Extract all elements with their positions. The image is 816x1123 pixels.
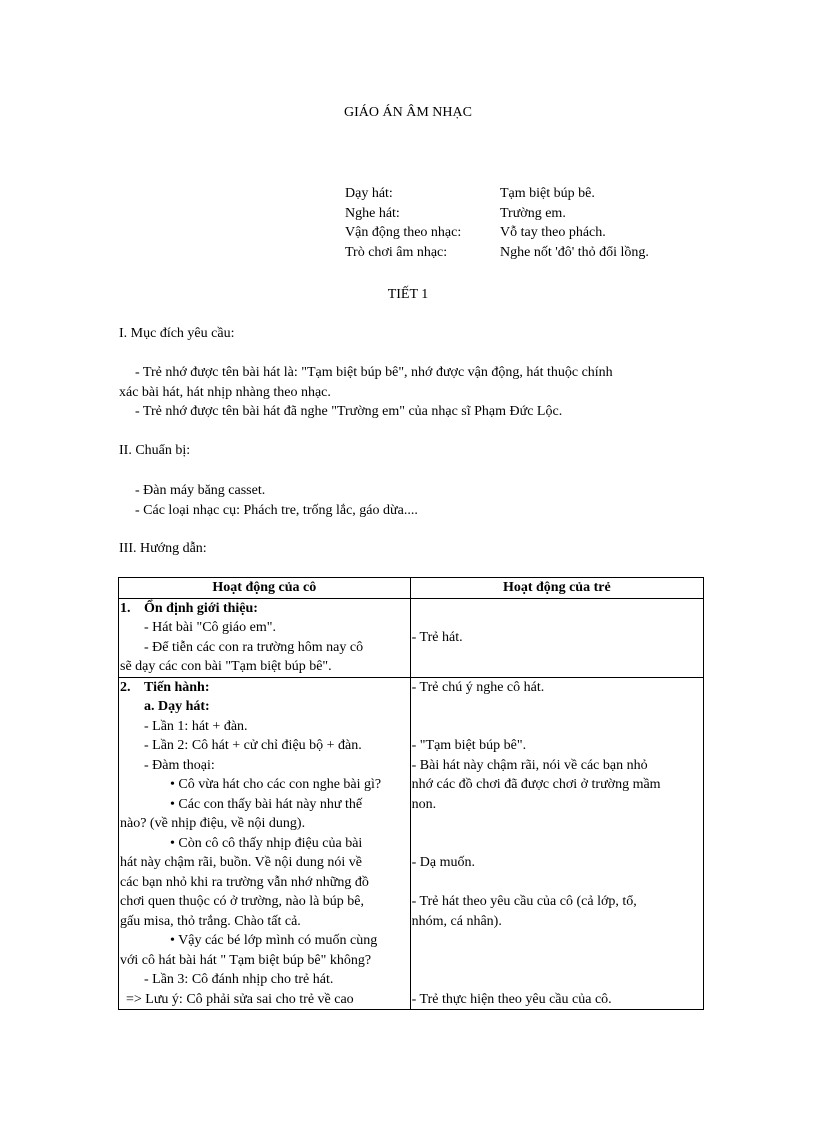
child-cell bbox=[410, 677, 703, 1010]
child-line: - Bài hát này chậm rãi, nói về các bạn nhỏ bbox=[411, 757, 648, 773]
teacher-line: • Các con thấy bài hát này như thế bbox=[170, 796, 363, 812]
teacher-line: các bạn nhỏ khi ra trường vẫn nhớ những đồ bbox=[120, 874, 369, 890]
child-line: - Trẻ hát theo yêu cầu của cô (cả lớp, tổ, bbox=[411, 894, 637, 909]
step-title: 2. Tiến hành: bbox=[120, 679, 210, 695]
child-line: - Trẻ hát. bbox=[411, 629, 463, 645]
table-row bbox=[119, 677, 704, 1010]
program-label: Dạy hát: bbox=[345, 186, 393, 201]
program-item bbox=[345, 184, 649, 204]
table-row bbox=[119, 598, 704, 677]
teacher-line: - Lần 3: Cô đánh nhịp cho trẻ hát. bbox=[144, 972, 334, 987]
teacher-line: - Hát bài "Cô giáo em". bbox=[144, 620, 276, 635]
objectives-line: xác bài hát, hát nhịp nhàng theo nhạc. bbox=[119, 384, 331, 400]
section-heading-guide: III. Hướng dẫn: bbox=[119, 541, 207, 556]
teacher-line: • Cô vừa hát cho các con nghe bài gì? bbox=[170, 777, 382, 792]
page-title: GIÁO ÁN ÂM NHẠC bbox=[344, 105, 472, 120]
child-cell bbox=[410, 598, 703, 677]
child-line: nhớ các đồ chơi đã được chơi ở trường mầm bbox=[411, 777, 661, 792]
step-title: 1. Ổn định giới thiệu: bbox=[120, 600, 258, 616]
program-item bbox=[345, 204, 649, 224]
table-header-row bbox=[119, 578, 704, 599]
section-heading-preparation: II. Chuẩn bị: bbox=[119, 443, 191, 458]
program-label: Nghe hát: bbox=[345, 205, 400, 221]
child-line: - Trẻ thực hiện theo yêu cầu của cô. bbox=[411, 991, 612, 1007]
teacher-column-header: Hoạt động của cô bbox=[119, 578, 411, 599]
teacher-cell bbox=[119, 598, 411, 677]
program-value: Nghe nốt 'đô' thỏ đổi lồng. bbox=[500, 244, 649, 260]
preparation-item: - Đàn máy băng casset. bbox=[135, 483, 266, 498]
program-value: Vỗ tay theo phách. bbox=[500, 225, 606, 240]
child-line: non. bbox=[411, 796, 437, 812]
teacher-cell bbox=[119, 677, 411, 1010]
child-column-header: Hoạt động của trẻ bbox=[410, 578, 703, 599]
child-line: nhóm, cá nhân). bbox=[411, 913, 502, 929]
preparation-list bbox=[119, 481, 689, 520]
program-item bbox=[345, 223, 649, 243]
teacher-line: gấu misa, thỏ trắng. Chào tất cả. bbox=[120, 913, 301, 929]
teacher-line: - Đàm thoại: bbox=[144, 757, 215, 773]
child-line: - Dạ muốn. bbox=[411, 855, 476, 870]
activity-table bbox=[118, 577, 704, 1010]
program-label: Vận động theo nhạc: bbox=[345, 225, 462, 240]
child-line: - Trẻ chú ý nghe cô hát. bbox=[411, 679, 545, 695]
objectives-paragraph bbox=[119, 363, 689, 422]
teacher-line: sẽ dạy các con bài "Tạm biệt búp bê". bbox=[120, 659, 332, 674]
objectives-line: - Trẻ nhớ được tên bài hát đã nghe "Trường em" của nhạc sĩ Phạm Đức Lộc. bbox=[135, 404, 563, 419]
child-line: - "Tạm biệt búp bê". bbox=[411, 738, 527, 753]
teacher-line: - Để tiễn các con ra trường hôm nay cô bbox=[144, 639, 364, 655]
preparation-item: - Các loại nhạc cụ: Phách tre, trống lắc, gáo dừa.... bbox=[135, 502, 418, 518]
program-value: Tạm biệt búp bê. bbox=[500, 186, 595, 201]
section-heading-objectives: I. Mục đích yêu cầu: bbox=[119, 326, 235, 341]
teacher-line: - Lần 1: hát + đàn. bbox=[144, 718, 248, 734]
program-item bbox=[345, 243, 649, 263]
teacher-line: • Còn cô cô thấy nhịp điệu của bài bbox=[170, 835, 363, 851]
lesson-label: TIẾT 1 bbox=[387, 287, 429, 302]
teacher-line: nào? (về nhịp điệu, về nội dung). bbox=[120, 816, 306, 831]
teacher-line: với cô hát bài hát " Tạm biệt búp bê" không? bbox=[120, 952, 372, 968]
step-subtitle: a. Dạy hát: bbox=[144, 699, 210, 714]
program-label: Trò chơi âm nhạc: bbox=[345, 244, 448, 260]
teacher-line: => Lưu ý: Cô phải sửa sai cho trẻ về cao bbox=[126, 991, 354, 1007]
teacher-line: • Vậy các bé lớp mình có muốn cùng bbox=[170, 933, 378, 948]
teacher-line: - Lần 2: Cô hát + cử chỉ điệu bộ + đàn. bbox=[144, 738, 362, 753]
program-value: Trường em. bbox=[500, 205, 566, 221]
teacher-line: hát này chậm rãi, buồn. Về nội dung nói về bbox=[120, 855, 362, 870]
program-list bbox=[345, 184, 649, 262]
teacher-line: chơi quen thuộc có ở trường, nào là búp bê, bbox=[120, 894, 365, 909]
objectives-line: - Trẻ nhớ được tên bài hát là: "Tạm biệt búp bê", nhớ được vận động, hát thuộc chính bbox=[135, 365, 613, 380]
